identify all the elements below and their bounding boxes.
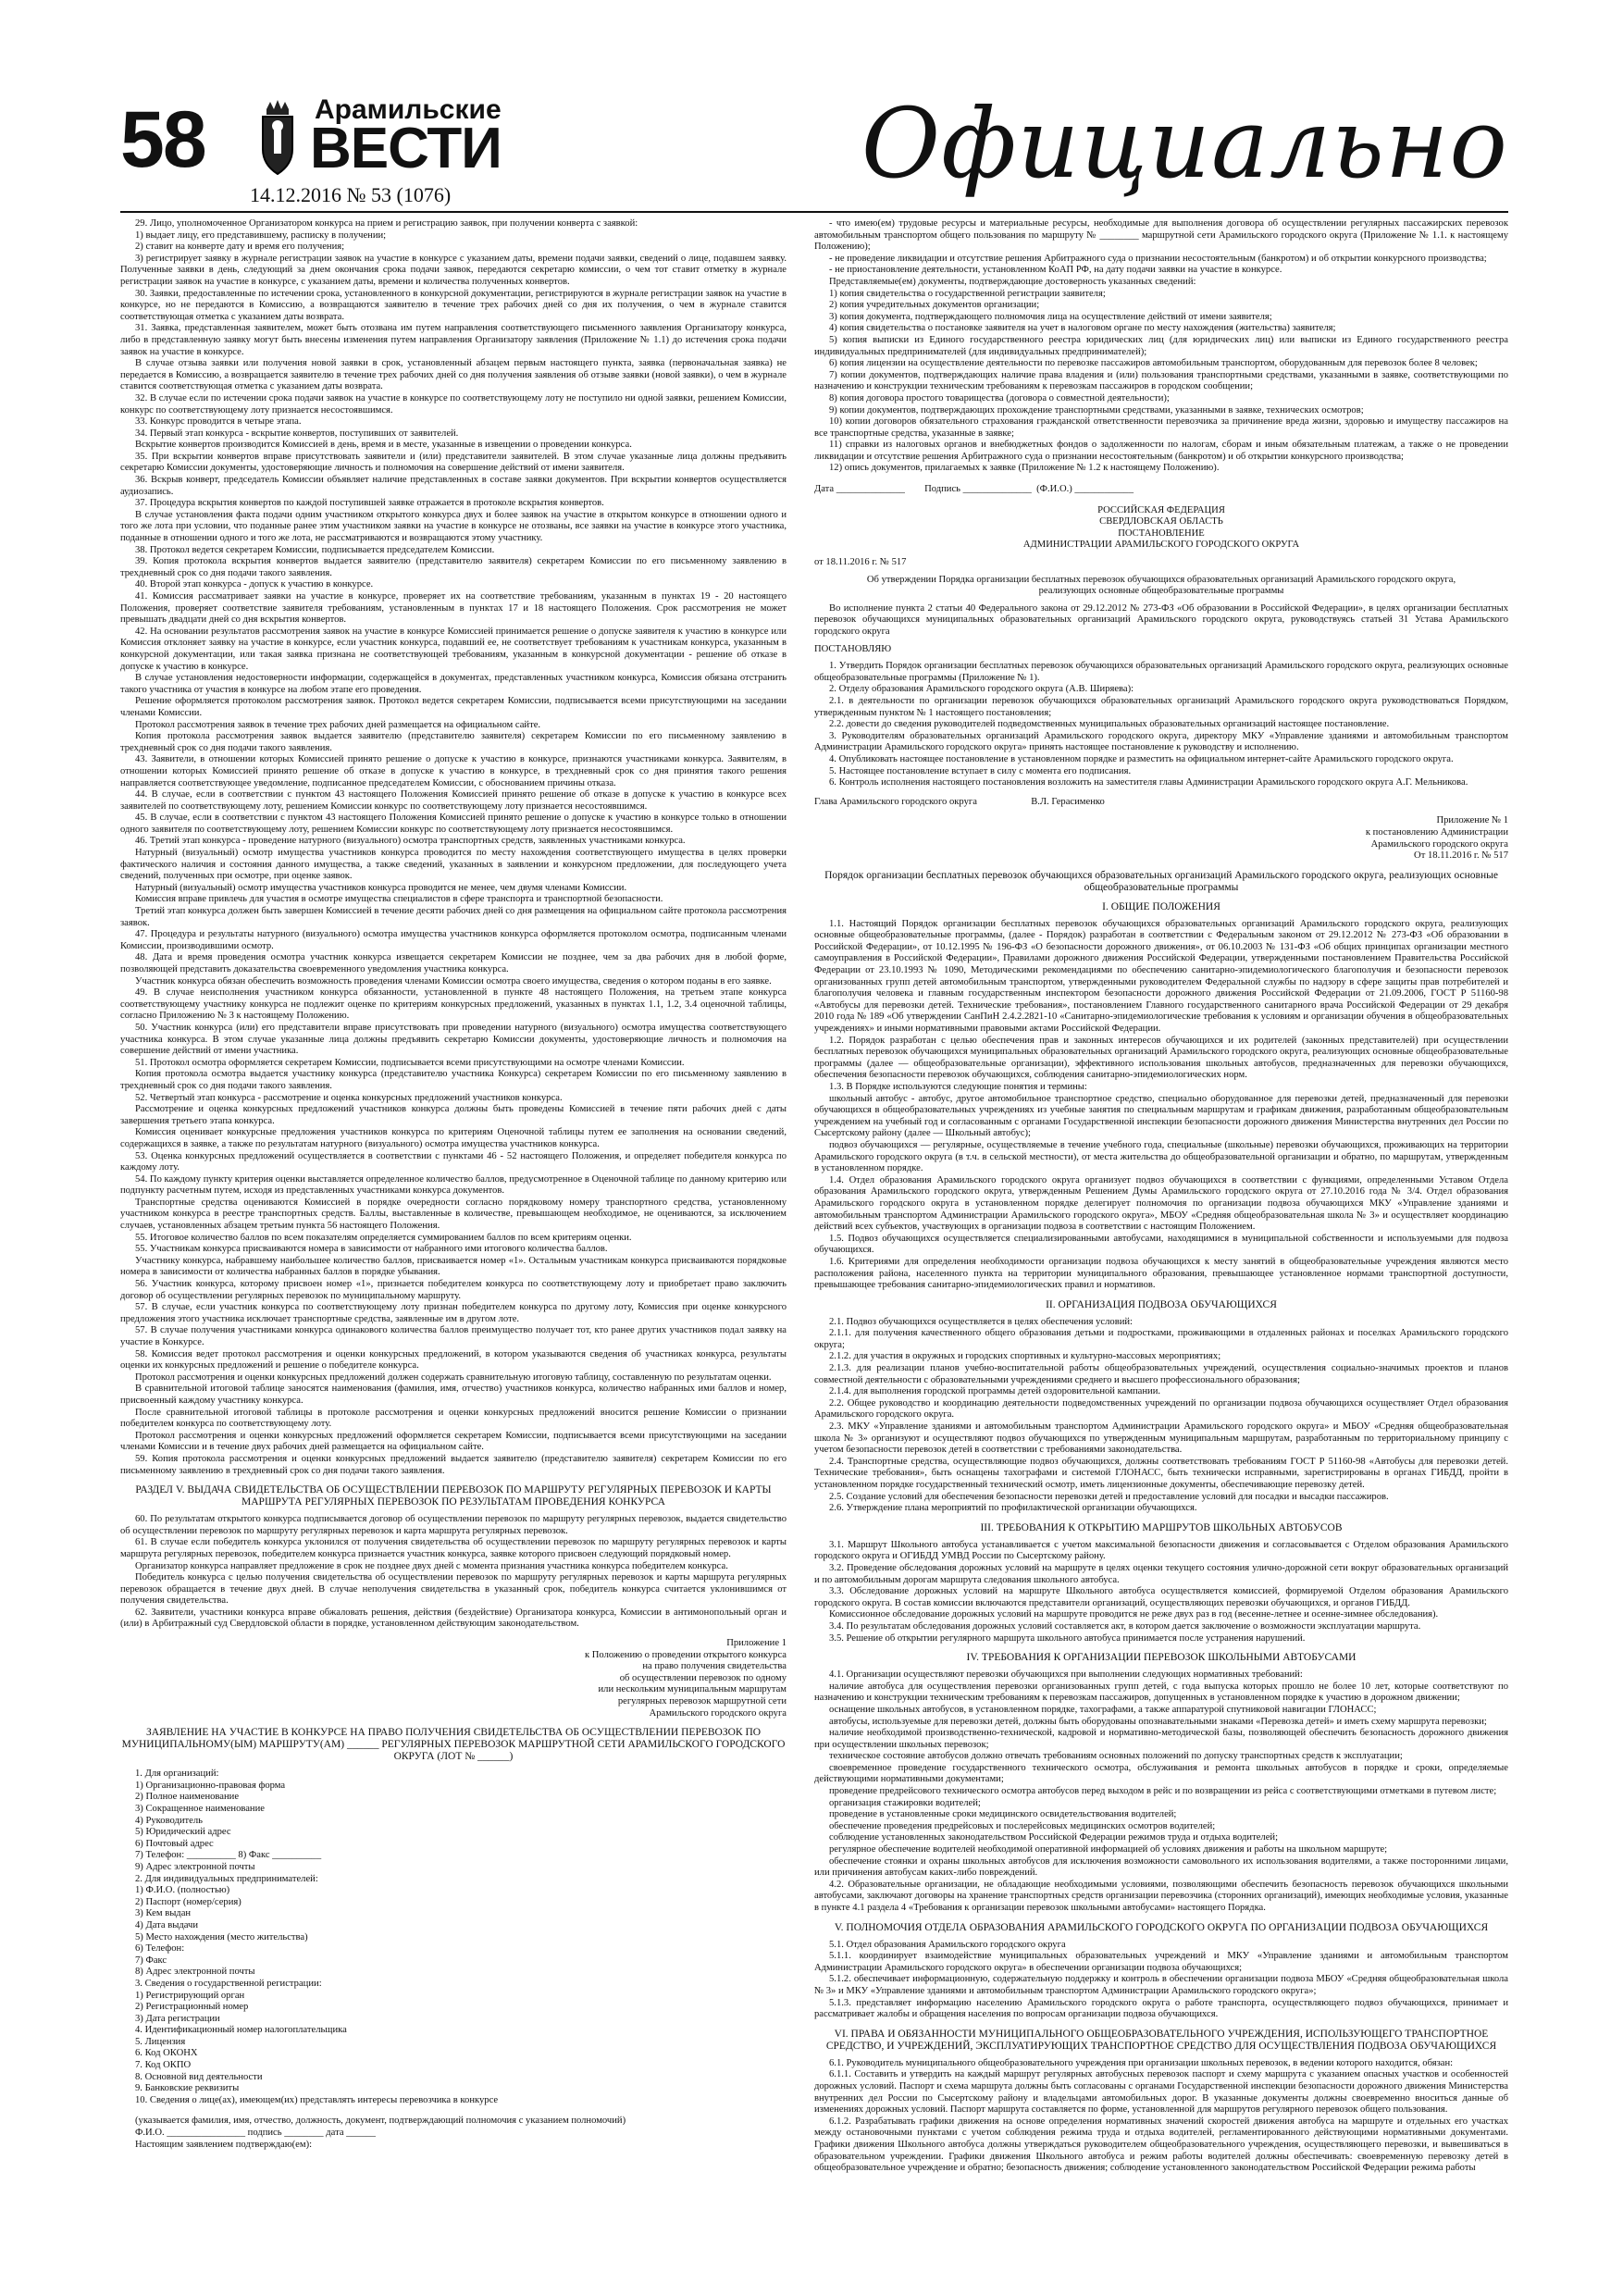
paragraph: 2) копия учредительных документов организации; bbox=[829, 300, 1040, 311]
paragraph: 2.4. Транспортные средства, осуществляющие подвоз обучающихся, должны соответствовать требованиям ГОСТ Р 51160-98 «Автобусы для перевозки детей. Технические требования», быть оснащены тахографами и системой ГЛОНАСС, быть технически исправными, зарегистрированы в органах ГИБДД, пройти в установленном порядке государственный технический осмотр, иметь лицензионные документы, обеспечивающие перевозку детей. bbox=[814, 1456, 1508, 1490]
paragraph: оснащение школьных автобусов, в установленном порядке, тахографами, а также аппаратурой спутниковой навигации ГЛОНАСС; bbox=[829, 1704, 1377, 1715]
right-paragraphs-7 bbox=[814, 2058, 1508, 2175]
paragraph: 55. Участникам конкурса присваиваются номера в зависимости от набранного ими итогового количества баллов. bbox=[135, 1244, 608, 1255]
date-sign-line: Дата ______________ Подпись ______________ (Ф.И.О.) ____________ bbox=[814, 484, 1134, 495]
section-6-title: VI. ПРАВА И ОБЯЗАННОСТИ МУНИЦИПАЛЬНОГО ОБЩЕОБРАЗОВАТЕЛЬНОГО УЧРЕЖДЕНИЯ, ИСПОЛЬЗУЮЩЕГО ТРАНСПОРТНОЕ СРЕДСТВО, И УЧРЕЖДЕНИЙ, ЭКСПЛУАТИРУЮЩИХ ТРАНСПОРТНОЕ СРЕДСТВО ДЛЯ ОСУЩЕСТВЛЕНИЯ ПОДВОЗА ОБУЧАЮЩИХСЯ bbox=[825, 2028, 1497, 2052]
paragraph: 6.1.2. Разрабатывать графики движения на основе определения нормативных значений скоростей движения автобуса на маршруте и отдельных его участках между остановочными пунктами с учетом соблюдения режима труда и отдыха водителей, регламентированного действующими нормативными документами. Графики движения Школьного автобуса должны утверждаться руководителем общеобразовательного учреждения, осуществляющего перевозки, и вывешиваться в образовательном учреждении. Графики движения Школьного автобуса и режим работы водителей должны обеспечивать: своевременную перевозку детей в общеобразовательное учреждение и обратно; безопасность движения; соблюдение установленного законодательством Российской Федерации режима работы bbox=[814, 2116, 1508, 2174]
decree-item: 4. Опубликовать настоящее постановление в установленном порядке и разместить на официальном интернет-сайте Арамильского городского округа. bbox=[829, 753, 1454, 764]
paragraph: соблюдение установленных законодательством Российской Федерации режимов труда и отдыха водителей; bbox=[829, 1832, 1279, 1843]
paragraph: 2.3. МКУ «Управление зданиями и автомобильным транспортом Администрации Арамильского городского округа» и МБОУ «Средняя общеобразовательная школа № 3» организуют и осуществляют подвоз обучающихся по утвержденным муниципальным маршрутам, разработанным по территориальному принципу с учетом безопасности перевозок детей в соответствии с требованиями законодательства. bbox=[814, 1421, 1508, 1456]
paragraph: 34. Первый этап конкурса - вскрытие конвертов, поступивших от заявителей. bbox=[135, 428, 459, 439]
paragraph: 39. Копия протокола вскрытия конвертов выдается заявителю (представителю заявителя) секретарем Комиссии по его письменному заявлению в трехдневный срок со дня подачи такого заявления. bbox=[120, 556, 787, 578]
paragraph: 35. При вскрытии конвертов вправе присутствовать заявители и (или) представители заявителей. В этом случае указанные лица должны предъявить секретарю Комиссии документы, удостоверяющие личность и полномочия на совершение действий от имени заявителя. bbox=[120, 451, 787, 474]
decree-item: 3. Руководителям образовательных организаций Арамильского городского округа, директору МКУ «Управление зданиями и автомобильным транспортом Администрации Арамильского городского округа» принять настоящее постановление к руководству и исполнению. bbox=[814, 730, 1508, 753]
paragraph: 62. Заявители, участники конкурса вправе обжаловать решения, действия (бездействие) Организатора конкурса, Комиссии в антимонопольный орган и (или) в Арбитражный суд Свердловской области в порядке, установленном действующим законодательством. bbox=[120, 1607, 787, 1630]
form-line: 10. Сведения о лице(ах), имеющем(их) представлять интересы перевозчика в конкурсе bbox=[135, 2094, 499, 2105]
paragraph: Натурный (визуальный) осмотр имущества участников конкурса проводится по месту нахождения соответствующего имущества в целях проверки фактического наличия и состояния данного имущества, а также сведений, указанных в заявлении и конкурсном предложении, для последующего учета сведений, полученных при осмотре, при оценке заявок. bbox=[120, 848, 787, 882]
form-line: 2. Для индивидуальных предпринимателей: bbox=[135, 1873, 318, 1884]
paragraph: Копия протокола осмотра выдается участнику конкурса (представителю участника Конкурса) секретарем Комиссии по его письменному заявлению в трехдневный срок со дня подачи такого заявления. bbox=[120, 1069, 787, 1091]
paragraph: техническое состояние автобусов должно отвечать требованиям основных положений по допуску транспортных средств к эксплуатации; bbox=[829, 1751, 1403, 1762]
paragraph: 57. В случае, если участник конкурса по соответствующему лоту признан победителем конкурса по другому лоту, Комиссия при оценке конкурсного предложения этого участника исключает транспортные средства, заявленные им в другом лоте. bbox=[120, 1302, 787, 1324]
form-line: 1) Регистрирующий орган bbox=[135, 1990, 245, 2001]
paragraph: Протокол рассмотрения и оценки конкурсных предложений оформляется секретарем Комиссии, подписывается всеми присутствующими на заседании членами Комиссии и в течение двух рабочих дней размещается на официальном сайте. bbox=[120, 1430, 787, 1453]
paragraph: 38. Протокол ведется секретарем Комиссии, подписывается председателем Комиссии. bbox=[135, 544, 495, 555]
decree-item: 2.2. довести до сведения руководителей подведомственных муниципальных образовательных организаций настоящее постановление. bbox=[829, 719, 1390, 730]
form-line: 1) Ф.И.О. (полностью) bbox=[135, 1885, 230, 1896]
form-footer-line: Ф.И.О. ________________ подпись ________ дата ______ bbox=[135, 2128, 376, 2139]
form-line: 2) Полное наименование bbox=[135, 1792, 240, 1803]
paragraph: 60. По результатам открытого конкурса подписывается договор об осуществлении перевозок по маршруту регулярных перевозок, выдается свидетельство об осуществлении перевозок по маршруту регулярных перевозок и карта маршрута регулярных перевозок. bbox=[120, 1514, 787, 1536]
paragraph: наличие автобуса для осуществления перевозки организованных групп детей, с года выпуска которых прошло не более 10 лет, которые соответствуют по назначению и конструкции техническим требованиям к перевозкам пассажиров, допущенных в установленном порядке к участию в дорожном движении; bbox=[814, 1681, 1508, 1704]
paragraph: 1) выдает лицу, его представившему, расписку в получении; bbox=[135, 230, 387, 241]
paragraph: 1) копия свидетельства о государственной регистрации заявителя; bbox=[829, 288, 1106, 299]
form-line: 1) Организационно-правовая форма bbox=[135, 1780, 286, 1791]
form-lines bbox=[120, 1769, 787, 2106]
right-paragraphs-1 bbox=[814, 218, 1508, 475]
paragraph: 3) копия документа, подтверждающего полномочия лица на осуществление действий от имени заявителя; bbox=[829, 311, 1272, 322]
appendix-reference: Приложение № 1 к постановлению Администрации Арамильского городского округа От 18.11.2016 г. № 517 bbox=[1365, 815, 1508, 862]
paragraph: 2.1.2. для участия в окружных и городских спортивных и культурно-массовых мероприятиях; bbox=[829, 1351, 1221, 1362]
paragraph: 31. Заявка, представленная заявителем, может быть отозвана им путем направления соответствующего письменного заявления Организатору конкурса, либо в представленную заявку могут быть внесены изменения путем направления Организатору заявления (Приложение № 1.1) до истечения срока подачи заявок на участие в конкурсе. bbox=[120, 323, 787, 357]
paragraph: 46. Третий этап конкурса - проведение натурного (визуального) осмотра транспортных средств, заявленных участниками конкурса. bbox=[135, 836, 686, 847]
left-column bbox=[120, 218, 787, 2273]
decree-item: 5. Настоящее постановление вступает в силу с момента его подписания. bbox=[829, 765, 1132, 776]
form-line: 2) Регистрационный номер bbox=[135, 2002, 249, 2013]
paragraph: школьный автобус - автобус, другое автомобильное транспортное средство, специально оборудованное для перевозки детей, предназначенный для перевозки обучающихся в общеобразовательных учреждениях из учебные занятия по специальным маршрутам и графикам движения, разработанным общеобразовательным учреждением на учебный год и согласованным с органами Государственной инспекции безопасности дорожного движения Министерства внутренних дел России по Сысертскому району (далее — Школьный автобус); bbox=[814, 1093, 1508, 1139]
paragraph: 59. Копия протокола рассмотрения и оценки конкурсных предложений выдается заявителю (представителю заявителя) секретарем Комиссии по его письменному заявлению в трехдневный срок со дня подачи такого заявления. bbox=[120, 1453, 787, 1476]
paragraph: 53. Оценка конкурсных предложений осуществляется в соответствии с пунктами 46 - 52 настоящего Положения, и определяет победителя конкурса по каждому лоту. bbox=[120, 1150, 787, 1173]
paragraph: 2.2. Общее руководство и координацию деятельности подведомственных учреждений по организации подвоза обучающихся осуществляет Отдел образования Арамильского городского округа. bbox=[814, 1397, 1508, 1421]
signature-line: Глава Арамильского городского округа В.Л. Герасименко bbox=[814, 796, 1105, 807]
publication-top: Арамильские bbox=[315, 94, 502, 125]
paragraph: 5.1.1. координирует взаимодействие муниципальных образовательных учреждений и МКУ «Управление зданиями и автомобильным транспортом Администрации Арамильского городского округа» в обеспечении организации подвоза обучающихся; bbox=[814, 1951, 1508, 1973]
decree-items bbox=[814, 661, 1508, 789]
form-line: 4) Руководитель bbox=[135, 1815, 203, 1826]
paragraph: Третий этап конкурса должен быть завершен Комиссией в течение десяти рабочих дней со дня размещения на официальном сайте протокола рассмотрения заявок. bbox=[120, 906, 787, 928]
decree-date: от 18.11.2016 г. № 517 bbox=[814, 557, 907, 568]
paragraph: 37. Процедура вскрытия конвертов по каждой поступившей заявке отражается в протоколе вскрытия конвертов. bbox=[135, 498, 604, 509]
paragraph: 44. В случае, если в соответствии с пунктом 43 настоящего Положения Комиссией принято решение об отказе в допуске к участию в конкурсе всех заявителей по соответствующему лоту, решением Комиссии конкурс по соответствующему лоту признается несостоявшимся. bbox=[120, 789, 787, 812]
paragraph: Протокол рассмотрения заявок в течение трех рабочих дней размещается на официальном сайте. bbox=[135, 719, 541, 730]
paragraph: - не приостановление деятельности, установленном КоАП РФ, на дату подачи заявки на участие в конкурсе. bbox=[829, 265, 1282, 276]
form-line: 6. Код ОКОНХ bbox=[135, 2048, 198, 2059]
paragraph: обеспечение стоянки и охраны школьных автобусов для исключения возможности самовольного их использования водителями, а также посторонними лицами, или причинения автобусам каких-либо повреждений. bbox=[814, 1855, 1508, 1879]
paragraph: Комиссионное обследование дорожных условий на маршруте проводится не реже двух раз в год (весенне-летнее и осенне-зимнее обследования). bbox=[829, 1609, 1439, 1620]
paragraph: своевременное проведение государственного технического осмотра, обслуживания и ремонта школьных автобусов в порядке и сроки, определяемые действующими нормативными документами; bbox=[814, 1762, 1508, 1785]
paragraph: проведение в установленные сроки медицинского освидетельствования водителей; bbox=[829, 1809, 1177, 1820]
paragraph: 48. Дата и время проведения осмотра участник конкурса извещается секретарем Комиссии не позднее, чем за два рабочих дня в любой форме, позволяющей представить доказательства своевременного уведомления участника конкурса. bbox=[120, 952, 787, 974]
paragraph: 50. Участник конкурса (или) его представители вправе присутствовать при проведении натурного (визуального) осмотра имущества соответствующего участника конкурса. В этом случае указанные лица должны предъявить секретарю Комиссии документы, удостоверяющие личность и полномочия на совершение действий от имени участника. bbox=[120, 1022, 787, 1057]
paragraph: 1.3. В Порядке используются следующие понятия и термины: bbox=[829, 1082, 1087, 1092]
form-line: 3) Дата регистрации bbox=[135, 2013, 220, 2024]
paragraph: 51. Протокол осмотра оформляется секретарем Комиссии, подписывается всеми присутствующими на осмотре членами Комиссии. bbox=[135, 1057, 685, 1068]
paragraph: 57. В случае получения участниками конкурса одинакового количества баллов преимущество получает тот, кто ранее других участников подал заявку на участие в Конкурсе. bbox=[120, 1325, 787, 1347]
paragraph: 7) копии документов, подтверждающих наличие права владения и (или) пользования транспортными средствами, указанными в заявке, соответствующими по назначению и конструкции техническим требованиям к перевозкам пассажиров в городском сообщении; bbox=[814, 369, 1508, 392]
paragraph: организация стажировки водителей; bbox=[829, 1797, 981, 1808]
section-1-title: I. ОБЩИЕ ПОЛОЖЕНИЯ bbox=[1102, 900, 1220, 912]
paragraph: Рассмотрение и оценка конкурсных предложений участников конкурса должны быть проведены Комиссией в течение пяти рабочих дней с даты завершения третьего этапа конкурса. bbox=[120, 1104, 787, 1126]
form-line: 7) Факс bbox=[135, 1955, 167, 1966]
paragraph: 12) опись документов, прилагаемых к заявке (Приложение № 1.2 к настоящему Положению). bbox=[829, 463, 1220, 474]
form-line: 1. Для организаций: bbox=[135, 1769, 219, 1780]
order-title: Порядок организации бесплатных перевозок обучающихся образовательных организаций Арамильского городского округа, реализующих основные общеобразовательные программы bbox=[824, 869, 1498, 893]
section-v-title: РАЗДЕЛ V. ВЫДАЧА СВИДЕТЕЛЬСТВА ОБ ОСУЩЕСТВЛЕНИИ ПЕРЕВОЗОК ПО МАРШРУТУ РЕГУЛЯРНЫХ ПЕРЕВОЗОК И КАРТЫ МАРШРУТА РЕГУЛЯРНЫХ ПЕРЕВОЗОК ПО РЕЗУЛЬТАТАМ ПРОВЕДЕНИЯ КОНКУРСА bbox=[135, 1484, 772, 1508]
paragraph: 3) регистрирует заявку в журнале регистрации заявок на участие в конкурсе с указанием даты, времени подачи заявки, сведений о лице, подавшем заявку. Полученные заявки в день, следующий за днем окончания срока подачи заявок, передаются секретарю комиссии, о чем тот ставит отметку в журнале регистрации заявок на участие в конкурсе, с указанием даты, времени и количества полученных конвертов. bbox=[120, 253, 787, 287]
form-line: 3) Кем выдан bbox=[135, 1908, 192, 1919]
paragraph: 10) копии договоров обязательного страхования гражданской ответственности перевозчика за причинение вреда жизни, здоровью и имуществу пассажиров на все транспортные средства, указанные в заявке; bbox=[814, 416, 1508, 439]
paragraph: В случае отзыва заявки или получения новой заявки в срок, установленный абзацем первым настоящего пункта, заявка (первоначальная заявка) не передается в Комиссию, а возвращается заявителю в течение трех рабочих дней со дня получения заявления об отзыве заявки (новой заявки), о чем в журнале ставится соответствующая отметка с указанием даты возврата. bbox=[120, 358, 787, 392]
page-number: 58 bbox=[120, 95, 205, 184]
form-line: 5) Место нахождения (место жительства) bbox=[135, 1931, 308, 1942]
paragraph: обеспечение проведения предрейсовых и послерейсовых медицинских осмотров водителей; bbox=[829, 1820, 1216, 1831]
paragraph: 1.5. Подвоз обучающихся осуществляется специализированными автобусами, находящимися в муниципальной собственности и используемыми для подвоза обучающихся. bbox=[814, 1233, 1508, 1256]
form-line: 7. Код ОКПО bbox=[135, 2060, 192, 2071]
paragraph: 2.1. Подвоз обучающихся осуществляется в целях обеспечения условий: bbox=[829, 1316, 1133, 1327]
paragraph: - что имею(ем) трудовые ресурсы и материальные ресурсы, необходимые для выполнения договора об осуществлении регулярных пассажирских перевозок автомобильным транспортом общего пользования по маршруту № ________ маршрутной сети Арамильского городского округа (Приложение № 1.1. к настоящему Положению); bbox=[814, 218, 1508, 253]
paragraph: 6.1.1. Составить и утвердить на каждый маршрут регулярных автобусных перевозок паспорт и схему маршрута с указанием опасных участков и особенностей дорожных условий. Паспорт и схема маршрута должны быть согласованы с органами Государственной инспекции безопасности дорожного движения Министерства внутренних дел России по Сысертскому району и владельцами автомобильных дорог. В указанные документы должны своевременно вноситься данные об изменениях дорожных условий. Паспорт маршрута составляется по форме, установленной для маршрутов регулярного перевозок общего пользования. bbox=[814, 2069, 1508, 2116]
decree-header-line: РОССИЙСКАЯ ФЕДЕРАЦИЯ bbox=[1097, 504, 1225, 515]
paragraph: 6) копия лицензии на осуществление деятельности по перевозке пассажиров автомобильным транспортом, оборудованным для перевозок более 8 человек; bbox=[829, 358, 1478, 369]
paragraph: 29. Лицо, уполномоченное Организатором конкурса на прием и регистрацию заявок, при получении конверта с заявкой: bbox=[135, 218, 638, 229]
right-paragraphs-5 bbox=[814, 1669, 1508, 1914]
decree-item: 2. Отделу образования Арамильского городского округа (А.В. Ширяева): bbox=[829, 684, 1134, 695]
paragraph: 61. В случае если победитель конкурса уклонился от получения свидетельства об осуществлении перевозок по маршруту регулярных перевозок и карты маршрута регулярных перевозок, победителем конкурса признается участник конкурса, заявке которого присвоен следующий порядковый номер. bbox=[120, 1537, 787, 1559]
form-line: 4) Дата выдачи bbox=[135, 1919, 199, 1930]
form-footer bbox=[120, 2116, 787, 2151]
form-line: 9. Банковские реквизиты bbox=[135, 2083, 240, 2094]
decree-header-line: АДМИНИСТРАЦИИ АРАМИЛЬСКОГО ГОРОДСКОГО ОКРУГА bbox=[1022, 540, 1300, 551]
paragraph: 2.1.4. для выполнения городской программы детей оздоровительной кампании. bbox=[829, 1386, 1161, 1397]
paragraph: 41. Комиссия рассматривает заявки на участие в конкурсе, проверяет их на соответствие требованиям, указанным в пунктах 19 - 20 настоящего Положения, проверяет соответствие заявителя требованиям, установленным в пунктах 17 и 18 настоящего Положения. Срок рассмотрения не может превышать двадцати дней со дня вскрытия конвертов. bbox=[120, 591, 787, 626]
paragraph: Решение оформляется протоколом рассмотрения заявок. Протокол ведется секретарем Комиссии, подписывается всеми присутствующими на заседании членами Комиссии. bbox=[120, 696, 787, 718]
paragraph: 49. В случае неисполнения участником конкурса обязанности, установленной в пункте 48 настоящего Положения, на третьем этапе конкурса соответствующему участнику конкурса не подлежит оценке по критериям конкурсных предложений, указанных в пунктах 1.1, 1.2, 3.4 оценочной таблицы, согласно Приложению № 3 к настоящему Положению. bbox=[120, 987, 787, 1022]
paragraph: 55. Итоговое количество баллов по всем показателям определяется суммированием баллов по всем критериям оценки. bbox=[135, 1232, 632, 1243]
form-line: 7) Телефон: __________ 8) Факс __________ bbox=[135, 1850, 322, 1861]
paragraph: 32. В случае если по истечении срока подачи заявок на участие в конкурсе по соответствующему лоту не поступило ни одной заявки, решением Комиссии, конкурс по соответствующему лоту признается несостоявшимся. bbox=[120, 392, 787, 416]
paragraph: регулярное обеспечение водителей необходимой оперативной информацией об условиях движения и работы на школьном маршруте; bbox=[829, 1844, 1388, 1855]
paragraph: Комиссия вправе привлечь для участия в осмотре имущества специалистов в сфере транспорта и транспортной безопасности. bbox=[135, 894, 663, 905]
form-footer-line: Настоящим заявлением подтверждаю(ем): bbox=[135, 2139, 313, 2150]
paragraph: 2.1.3. для реализации планов учебно-воспитательной работы общеобразовательных учреждений, осуществления социально-значимых проектов и планов совместной деятельности с образовательными учреждениями среднего и высшего профессионального образования; bbox=[814, 1363, 1508, 1385]
paragraph: автобусы, используемые для перевозки детей, должны быть оборудованы опознавательными знаками «Перевозка детей» и иметь схему маршрута перевозки; bbox=[829, 1716, 1487, 1727]
section-3-title: III. ТРЕБОВАНИЯ К ОТКРЫТИЮ МАРШРУТОВ ШКОЛЬНЫХ АВТОБУСОВ bbox=[980, 1521, 1343, 1533]
right-paragraphs-4 bbox=[814, 1540, 1508, 1644]
decree-resolve: ПОСТАНОВЛЯЮ bbox=[814, 643, 892, 654]
paragraph: 3.4. По результатам обследования дорожных условий составляется акт, в котором дается заключение о возможности эксплуатации маршрута. bbox=[829, 1620, 1421, 1632]
paragraph: 3.3. Обследование дорожных условий на маршруте Школьного автобуса осуществляется комиссией, формируемой Отделом образования Арамильского городского округа. В состав комиссии включаются представители организаций, осуществляющих перевозки обучающихся, и органов ГИБДД. bbox=[814, 1586, 1508, 1608]
form-line: 5. Лицензия bbox=[135, 2036, 186, 2047]
paragraph: 3.2. Проведение обследования дорожных условий на маршруте в целях оценки текущего состояния улично-дорожной сети вокруг образовательных организаций и по автомобильным дорогам маршрута следования школьного автобуса. bbox=[814, 1562, 1508, 1585]
paragraph: 5.1.2. обеспечивает информационную, содержательную поддержку и контроль в обеспечении организации подвоза МБОУ «Средняя общеобразовательная школа № 3» и МКУ «Управление зданиями и автомобильным транспортом Администрации Арамильского городского округа»; bbox=[814, 1974, 1508, 1996]
decree-title: Об утверждении Порядка организации бесплатных перевозок обучающихся образовательных организаций Арамильского городского округа, реализующих основные общеобразовательные программы bbox=[866, 574, 1456, 597]
form-line: 6) Почтовый адрес bbox=[135, 1838, 214, 1849]
paragraph: 1.1. Настоящий Порядок организации бесплатных перевозок обучающихся образовательных организаций Арамильского городского округа, реализующих основные общеобразовательные программы, (далее - Порядок) разработан в соответствии с Федеральным законом от 29.12.2012 № 273-ФЗ «Об образовании в Российской Федерации», от 10.12.1995 № 196-ФЗ «О безопасности дорожного движения», от 06.10.2003 № 131-ФЗ «Об общих принципах организации местного самоуправления в Российской Федерации», Правилами дорожного движения Российской Федерации, утвержденными постановлением Правительства Российской Федерации от 23.10.1993 № 1090, Методическими рекомендациями по обеспечению санитарно-эпидемиологического благополучия и безопасности перевозок организованных групп детей автомобильным транспортом, утвержденными руководителем Федеральной службы по надзору в сфере защиты прав потребителей и благополучия человека и главным государственным инспектором безопасности дорожного движения Российской Федерации от 21.09.2006, ГОСТ Р 51160-98 «Автобусы для перевозки детей. Технические требования», постановлением Главного государственного санитарного врача Российской Федерации от 29 декабря 2010 года № 189 «Об утверждении СанПиН 2.4.2.2821-10 «Санитарно-эпидемиологические требования к условиям и организации обучения в общеобразовательных учреждениях» и иными нормативными правовыми актами Российской Федерации. bbox=[814, 918, 1508, 1035]
paragraph: 1.6. Критериями для определения необходимости организации подвоза обучающихся к месту занятий в общеобразовательные учреждения являются место расположения района, населенного пункта на территории муниципального образования, превышающее установленное нормами транспортной доступности, превышающее требования санитарно-эпидемиологических правил и нормативов. bbox=[814, 1256, 1508, 1291]
paragraph: 36. Вскрыв конверт, председатель Комиссии объявляет наличие представленных в составе заявки документов. При вскрытии конвертов осуществляется аудиозапись. bbox=[120, 475, 787, 497]
paragraph: 5.1. Отдел образования Арамильского городского округа bbox=[829, 1939, 1066, 1950]
issue-line: 14.12.2016 № 53 (1076) bbox=[250, 183, 452, 206]
paragraph: 9) копии документов, подтверждающих прохождение транспортными средствами, указанными в заявке, технических осмотров; bbox=[829, 404, 1364, 416]
section-2-title: II. ОРГАНИЗАЦИЯ ПОДВОЗА ОБУЧАЮЩИХСЯ bbox=[1046, 1298, 1277, 1310]
right-paragraphs-2 bbox=[814, 919, 1508, 1292]
decree-item: 1. Утвердить Порядок организации бесплатных перевозок обучающихся образовательных организаций Арамильского городского округа, реализующих основные общеобразовательные программы (Приложение № 1). bbox=[814, 661, 1508, 683]
paragraph: В случае установления недостоверности информации, содержащейся в документах, представленных участником конкурса, Комиссия обязана отстранить такого участника от участия в конкурсе на любом этапе его проведения. bbox=[120, 673, 787, 695]
paragraph: 2.1.1. для получения качественного общего образования детьми и подростками, проживающими в отдаленных районах и поселках Арамильского городского округа; bbox=[814, 1328, 1508, 1350]
paragraph: 5.1.3. представляет информацию населению Арамильского городского округа о работе транспорта, осуществляющего подвоз обучающихся, принимает и рассматривает жалобы и обращения населения по вопросам организации подвоза обучающихся. bbox=[814, 1997, 1508, 2020]
paragraph: Участник конкурса обязан обеспечить возможность проведения членами Комиссии осмотра своего имущества, сведения о котором поданы в его заявке. bbox=[135, 975, 772, 987]
paragraph: подвоз обучающихся — регулярные, осуществляемые в течение учебного года, специальные (школьные) перевозки обучающихся, проживающих на территории Арамильского городского округа (в т.ч. в сельской местности), от места жительства до общеобразовательной организации и обратно, по маршрутам, утвержденным в установленном порядке. bbox=[814, 1139, 1508, 1174]
paragraph: Вскрытие конвертов производится Комиссией в день, время и в месте, указанные в извещении о проведении конкурса. bbox=[135, 440, 632, 451]
paragraph: 58. Комиссия ведет протокол рассмотрения и оценки конкурсных предложений, в котором указываются сведения об участниках конкурса, результаты оценки их конкурсных предложений и решение о победителе конкурса. bbox=[120, 1348, 787, 1371]
paragraph: 52. Четвертый этап конкурса - рассмотрение и оценка конкурсных предложений участников конкурса. bbox=[135, 1092, 563, 1103]
paragraph: Транспортные средства оцениваются Комиссией в порядке очередности согласно порядковому номеру транспортного средства, установленному участником конкурса в реестре транспортных средств. Баллы, выставленные в количестве, превышающем необходимое, не оцениваются, за исключением случаев, установленных абзацем третьим пункта 56 настоящего Положения. bbox=[120, 1197, 787, 1232]
paragraph: 2.5. Создание условий для обеспечения безопасности перевозки детей и предоставление условий для посадки и высадки пассажиров. bbox=[829, 1491, 1389, 1502]
right-paragraphs-3 bbox=[814, 1317, 1508, 1515]
paragraph: 4.2. Образовательные организации, не обладающие необходимыми условиями, позволяющими обеспечить безопасность перевозок обучающихся школьными автобусами, заключают договоры на хранение транспортных средств организации перевозчика (сторонних организаций), имеющих необходимые условия, указанные в пункте 4.1 раздела 4 «Требования к организации перевозок школьными автобусами» настоящего Порядка. bbox=[814, 1879, 1508, 1913]
publication-name: ВЕСТИ bbox=[310, 117, 502, 180]
paragraph: 54. По каждому пункту критерия оценки выставляется определенное количество баллов, предусмотренное в Оценочной таблице по данному критерию или подпункту расчетным путем, исходя из представленных участниками конкурса документов. bbox=[120, 1173, 787, 1197]
form-line: 6) Телефон: bbox=[135, 1943, 185, 1955]
form-line: 8) Адрес электронной почты bbox=[135, 1967, 255, 1978]
paragraph: 1.4. Отдел образования Арамильского городского округа организует подвоз обучающихся в соответствии с функциями, определенными Уставом Отдела образования Арамильского городского округа, утвержденным Решением Думы Арамильского городского округа от 27.10.2016 года № 3/4. Отдел образования Арамильского городского округа в установленном порядке делегирует полномочия по организации подвоза обучающихся МКУ «Управление зданиями и автомобильным транспортом Администрации Арамильского городского округа», МБОУ «Средняя общеобразовательная школа № 3» и осуществляет координацию действий всех субъектов, участвующих в организации подвоза в соответствии с настоящим Положением. bbox=[814, 1174, 1508, 1233]
paragraph: В случае установления факта подачи одним участником открытого конкурса двух и более заявок на участие в открытом конкурсе в отношении одного и того же лота при условии, что поданные ранее этим участником заявки на участие в конкурсе не отозваны, все заявки на участие в конкурсе этого участника, поданные в отношении одного и того же лота, не рассматриваются и возвращаются этому участнику. bbox=[120, 509, 787, 544]
paragraph: 3.1. Маршрут Школьного автобуса устанавливается с учетом максимальной безопасности движения и согласовывается с Отделом образования Арамильского городского округа и ОГИБДД УМВД России по Сысертскому району. bbox=[814, 1539, 1508, 1562]
paragraph: проведение предрейсового технического осмотра автобусов перед выходом в рейс и по возвращении из рейса с соответствующими отметками в путевом листе; bbox=[829, 1786, 1497, 1797]
paragraph: 33. Конкурс проводится в четыре этапа. bbox=[135, 416, 302, 428]
paragraph: 47. Процедура и результаты натурного (визуального) осмотра имущества участников конкурса оформляется протоколом осмотра, подписанным членами Комиссии, производившими осмотр. bbox=[120, 929, 787, 951]
paragraph: 45. В случае, если в соответствии с пунктом 43 настоящего Положения Комиссией принято решение о допуске к участию в конкурсе только в отношении одного заявителя по соответствующему лоту, решением Комиссии конкурс по соответствующему лоту признается несостоявшимся. bbox=[120, 813, 787, 835]
application-title: ЗАЯВЛЕНИЕ НА УЧАСТИЕ В КОНКУРСЕ НА ПРАВО ПОЛУЧЕНИЯ СВИДЕТЕЛЬСТВА ОБ ОСУЩЕСТВЛЕНИИ ПЕРЕВОЗОК ПО МУНИЦИПАЛЬНОМУ(ЫМ) МАРШРУТУ(АМ) ______ РЕГУЛЯРНЫХ ПЕРЕВОЗОК МАРШРУТНОЙ СЕТИ АРАМИЛЬСКОГО ГОРОДСКОГО ОКРУГА (ЛОТ № ______) bbox=[121, 1727, 786, 1763]
paragraph: 43. Заявители, в отношении которых Комиссией принято решение о допуске к участию в конкурсе, признаются участниками конкурса. Заявителям, в отношении которых Комиссией принято решение об отказе в допуске к участию в конкурсе, в трехдневный срок со дня принятия такого решения направляется соответствующее уведомление, подписанное председателем Комиссии, с обоснованием причины отказа. bbox=[120, 754, 787, 788]
paragraph: Комиссия оценивает конкурсные предложения участников конкурса по критериям Оценочной таблицы путем ее заполнения на основании сведений, содержащихся в заявке, а также по результатам натурного (визуального) осмотра имущества участников конкурса. bbox=[120, 1127, 787, 1149]
decree-header bbox=[814, 505, 1508, 552]
form-line: 9) Адрес электронной почты bbox=[135, 1861, 255, 1872]
decree-preamble: Во исполнение пункта 2 статьи 40 Федерального закона от 29.12.2012 № 273-ФЗ «Об образовании в Российской Федерации», в целях организации бесплатных перевозок обучающихся муниципальных образовательных организаций Арамильского городского округа, руководствуясь статьей 31 Устава Арамильского городского округа bbox=[814, 602, 1508, 637]
coat-of-arms-icon bbox=[250, 98, 305, 181]
paragraph: 8) копия договора простого товарищества (договора о совместной деятельности); bbox=[829, 392, 1170, 403]
paragraph: 1.2. Порядок разработан с целью обеспечения прав и законных интересов обучающихся и их родителей (законных представителей) при осуществлении бесплатных перевозок обучающихся муниципальных образовательных организаций Арамильского городского округа, реализующих основные общеобразовательные программы (далее — общеобразовательные организации), эффективного использования школьных автобусов, предназначенных для перевозки обучающихся, обеспечения безопасности перевозок обучающихся, соблюдения санитарно-эпидемиологических норм. bbox=[814, 1035, 1508, 1081]
form-line: 2) Паспорт (номер/серия) bbox=[135, 1896, 242, 1907]
paragraph: 30. Заявки, предоставленные по истечении срока, установленного в конкурсной документации, регистрируются в журнале регистрации заявок на участие в конкурсе, но не передаются в Комиссию, а возвращаются заявителю в течение трех рабочих дней со дня их получения, о чем в журнале ставится соответствующая отметка с указанием даты возврата. bbox=[120, 288, 787, 322]
appendix-1: Приложение 1 к Положению о проведении открытого конкурса на право получения свидетельства об осуществлении перевозок по одному или нескольким муниципальным маршрутам регулярных перевозок маршрутной сети Арамильского городского округа bbox=[584, 1638, 787, 1719]
paragraph: Организатор конкурса направляет предложение в срок не позднее двух дней с момента признания участника конкурса победителем конкурса. bbox=[135, 1560, 728, 1571]
paragraph: Победитель конкурса с целью получения свидетельства об осуществлении перевозок по маршруту регулярных перевозок и карты маршрута регулярных перевозок обращается в течение двух дней. В случае неполучения свидетельства в указанный срок, победитель конкурса считается уклонившимся от получения свидетельства. bbox=[120, 1572, 787, 1607]
paragraph: 5) копия выписки из Единого государственного реестра юридических лиц (для юридических лиц) или выписки из Единого государственного реестра индивидуальных предпринимателей (для индивидуальных предпринимателей); bbox=[814, 334, 1508, 357]
paragraph: Протокол рассмотрения и оценки конкурсных предложений должен содержать сравнительную итоговую таблицу, составленную по результатам оценки. bbox=[135, 1371, 772, 1383]
form-footer-line: (указывается фамилия, имя, отчество, должность, документ, подтверждающий полномочия с указанием полномочий) bbox=[135, 2116, 626, 2127]
section-5-title: V. ПОЛНОМОЧИЯ ОТДЕЛА ОБРАЗОВАНИЯ АРАМИЛЬСКОГО ГОРОДСКОГО ОКРУГА ПО ОРГАНИЗАЦИИ ПОДВОЗА ОБУЧАЮЩИХСЯ bbox=[834, 1921, 1489, 1933]
right-column bbox=[814, 218, 1508, 2273]
form-line: 3. Сведения о государственной регистрации: bbox=[135, 1978, 322, 1989]
paragraph: 11) справки из налоговых органов и внебюджетных фондов о задолженности по налогам, сборам и иным обязательным платежам, а также о не проведении ликвидации и отсутствие решения Арбитражного суда о признании несостоятельным (банкротом) и об открытии конкурсного производства; bbox=[814, 440, 1508, 462]
decree-header-line: ПОСТАНОВЛЕНИЕ bbox=[1118, 527, 1205, 539]
masthead bbox=[120, 87, 1508, 206]
left-paragraphs-2 bbox=[120, 1514, 787, 1631]
header-divider bbox=[120, 211, 1508, 213]
paragraph: В сравнительной итоговой таблице заносятся наименования (фамилия, имя, отчество) участников конкурса, количество набранных ими баллов и номер, присвоенный каждому участнику конкурса. bbox=[120, 1384, 787, 1406]
paragraph: 2.6. Утверждение плана мероприятий по профилактической организации обучающихся. bbox=[829, 1503, 1197, 1514]
form-line: 4. Идентификационный номер налогоплательщика bbox=[135, 2025, 347, 2036]
paragraph: наличие необходимой производственно-технической, кадровой и нормативно-методической базы, позволяющей обеспечить безопасность дорожного движения при осуществлении школьных перевозок; bbox=[814, 1728, 1508, 1750]
form-line: 8. Основной вид деятельности bbox=[135, 2071, 263, 2082]
paragraph: 42. На основании результатов рассмотрения заявок на участие в конкурсе Комиссией принимается решение о допуске заявителя к участию в конкурсе или Комиссия отклоняет заявку на участие в конкурсе, если участник конкурса, подавший ее, не соответствует требованиям к участникам конкурса, указанным в конкурсной документации, или такая заявка признана не соответствующей требованиям, указанным в конкурсной документации - решение об отказе в допуске к участию в конкурсе. bbox=[120, 626, 787, 672]
paragraph: Копия протокола рассмотрения заявок выдается заявителю (представителю заявителя) секретарем Комиссии по его письменному заявлению в трехдневный срок со дня подачи такого заявления. bbox=[120, 731, 787, 753]
decree-item: 6. Контроль исполнения настоящего постановления возложить на заместителя главы Администрации Арамильского городского округа А.Г. Мельникова. bbox=[829, 777, 1468, 788]
paragraph: 6.1. Руководитель муниципального общеобразовательного учреждения при организации школьных перевозок, в ведении которого находится, обязан: bbox=[829, 2057, 1454, 2068]
paragraph: 3.5. Решение об открытии регулярного маршрута школьного автобуса принимается после устранения нарушений. bbox=[829, 1632, 1306, 1644]
paragraph: 2) ставит на конверте дату и время его получения; bbox=[135, 242, 345, 253]
section-title: Официально bbox=[861, 87, 1508, 200]
decree-item: 2.1. в деятельности по организации перевозок обучающихся образовательных организаций Арамильского городского округа руководствоваться Порядком, утвержденным пунктом № 1 настоящего постановления; bbox=[814, 695, 1508, 718]
paragraph: 40. Второй этап конкурса - допуск к участию в конкурсе. bbox=[135, 579, 374, 590]
paragraph: Представляемые(ем) документы, подтверждающие достоверность указанных сведений: bbox=[829, 276, 1196, 287]
paragraph: Участнику конкурса, набравшему наибольшее количество баллов, присваивается номер «1». Остальным участникам конкурса присваиваются порядковые номера в зависимости от количества набранных баллов в порядке убывания. bbox=[120, 1255, 787, 1278]
right-paragraphs-6 bbox=[814, 1940, 1508, 2021]
paragraph: После сравнительной итоговой таблицы в протоколе рассмотрения и оценки конкурсных предложений вносится решение Комиссии о признании победителем конкурса по соответствующему лоту. bbox=[120, 1407, 787, 1430]
decree-header-line: СВЕРДЛОВСКАЯ ОБЛАСТЬ bbox=[1099, 516, 1223, 527]
paragraph: 56. Участник конкурса, которому присвоен номер «1», признается победителем конкурса по соответствующему лоту и приобретает право заключить договор об осуществлении регулярных перевозок по муниципальному маршруту. bbox=[120, 1279, 787, 1301]
left-paragraphs-1 bbox=[120, 218, 787, 1477]
paragraph: Натурный (визуальный) осмотр имущества участников конкурса проводится не менее, чем двумя членами Комиссии. bbox=[135, 882, 627, 893]
form-line: 3) Сокращенное наименование bbox=[135, 1804, 265, 1814]
form-line: 5) Юридический адрес bbox=[135, 1827, 231, 1838]
paragraph: 4.1. Организации осуществляют перевозки обучающихся при выполнении следующих нормативных требований: bbox=[829, 1669, 1303, 1681]
paragraph: 4) копия свидетельства о постановке заявителя на учет в налоговом органе по месту нахождения (жительства) заявителя; bbox=[829, 323, 1336, 334]
section-4-title: IV. ТРЕБОВАНИЯ К ОРГАНИЗАЦИИ ПЕРЕВОЗОК ШКОЛЬНЫМИ АВТОБУСАМИ bbox=[966, 1652, 1357, 1664]
paragraph: - не проведение ликвидации и отсутствие решения Арбитражного суда о признании несостоятельным (банкротом) и об открытии конкурсного производства; bbox=[829, 253, 1487, 264]
